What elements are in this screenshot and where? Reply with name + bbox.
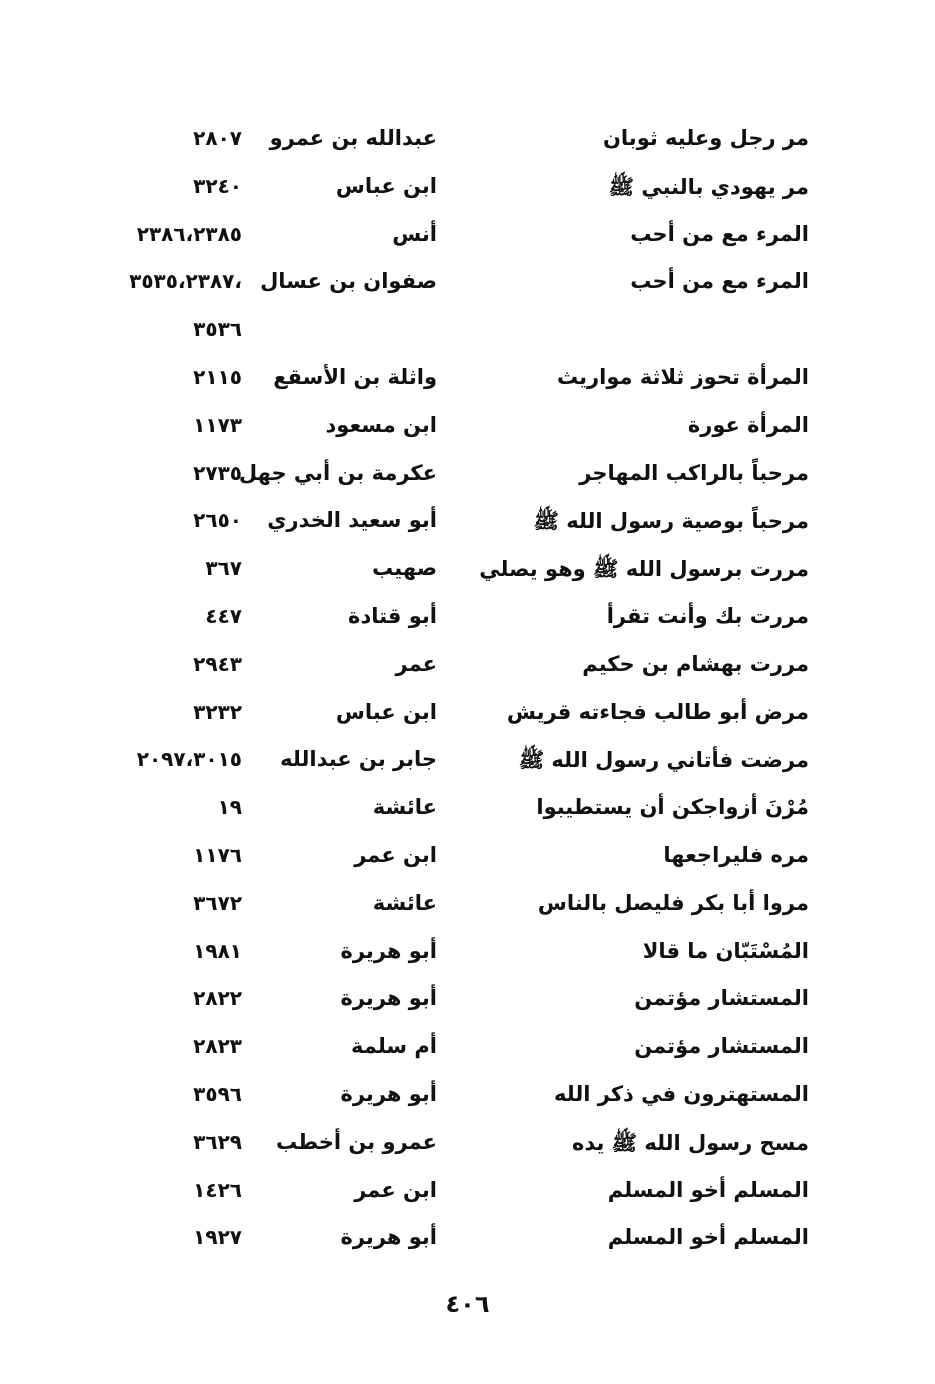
index-row (0, 504, 935, 552)
hadith-text: مرض أبو طالب فجاءته قريش (506, 699, 809, 724)
narrator-name: ابن مسعود (325, 412, 437, 437)
hadith-text: المستهترون في ذكر الله (554, 1081, 809, 1106)
index-row (0, 457, 935, 505)
narrator-name: عكرمة بن أبي جهل (238, 460, 437, 485)
index-row (0, 743, 935, 791)
hadith-numbers: ١٤٢٦ (193, 1177, 242, 1202)
hadith-text: المستشار مؤتمن (634, 986, 809, 1011)
narrator-name: أبو سعيد الخدري (267, 508, 437, 533)
narrator-name: ابن عباس (335, 699, 437, 724)
hadith-text: مر يهودي بالنبي ﷺ (608, 174, 809, 199)
narrator-name: ابن عمر (354, 1177, 437, 1202)
hadith-numbers: ٣٢٤٠ (193, 173, 242, 198)
hadith-text: المسلم أخو المسلم (607, 1177, 809, 1202)
index-row (0, 122, 935, 170)
hadith-numbers: ١٩٢٧ (193, 1225, 242, 1250)
hadith-numbers: ٢٨٢٢ (193, 986, 242, 1011)
hadith-numbers: ١١٧٣ (193, 412, 242, 437)
hadith-text: المرء مع من أحب (630, 221, 809, 246)
hadith-text: مرحباً بالراكب المهاجر (579, 460, 809, 485)
hadith-numbers: ٣٦٧٢ (193, 890, 242, 915)
hadith-text: مروا أبا بكر فليصل بالناس (537, 890, 809, 915)
hadith-numbers: ٣٦٧ (205, 556, 242, 581)
hadith-numbers: ٤٤٧ (205, 603, 242, 628)
hadith-numbers: ١٩٨١ (193, 938, 242, 963)
narrator-name: عائشة (372, 795, 437, 820)
narrator-name: صفوان بن عسال (260, 269, 437, 294)
index-row (0, 600, 935, 648)
narrator-name: ابن عباس (335, 173, 437, 198)
hadith-text: المسلم أخو المسلم (607, 1225, 809, 1250)
hadith-numbers: ٣٥٣٥،٢٣٨٧، (129, 269, 242, 294)
narrator-name: عمر (395, 651, 437, 676)
index-row (0, 1078, 935, 1126)
hadith-numbers: ٢٨٢٣ (193, 1034, 242, 1059)
index-row (0, 361, 935, 409)
narrator-name: عمرو بن أخطب (276, 1129, 437, 1154)
index-row (0, 218, 935, 266)
hadith-text: المرء مع من أحب (630, 269, 809, 294)
narrator-name: أم سلمة (351, 1034, 437, 1059)
hadith-numbers: ٣٦٢٩ (193, 1129, 242, 1154)
hadith-numbers: ١٩ (217, 795, 242, 820)
narrator-name: أبو هريرة (340, 1081, 437, 1106)
hadith-text: مرحباً بوصية رسول الله ﷺ (533, 509, 809, 534)
hadith-numbers: ٢٣٨٦،٢٣٨٥ (136, 221, 242, 246)
index-row (0, 170, 935, 218)
index-row (0, 648, 935, 696)
hadith-numbers: ١١٧٦ (193, 842, 242, 867)
narrator-name: عبدالله بن عمرو (269, 126, 437, 150)
index-row (0, 935, 935, 983)
hadith-numbers: ٢٧٣٥ (193, 460, 242, 485)
index-row (0, 982, 935, 1030)
index-row (0, 696, 935, 744)
hadith-numbers: ٣٥٣٦ (193, 317, 242, 342)
hadith-numbers: ٢٠٩٧،٣٠١٥ (136, 747, 242, 772)
hadith-text: المرأة عورة (687, 412, 809, 437)
index-row (0, 409, 935, 457)
index-row (0, 1174, 935, 1222)
index-row (0, 1030, 935, 1078)
hadith-text: مُرْنَ أزواجكن أن يستطيبوا (536, 795, 809, 820)
hadith-numbers: ٢١١٥ (193, 364, 242, 389)
narrator-name: أنس (392, 221, 437, 246)
narrator-name: ابن عمر (354, 842, 437, 867)
hadith-text: مسح رسول الله ﷺ يده (571, 1130, 809, 1155)
hadith-text: مر رجل وعليه ثوبان (603, 126, 809, 150)
index-row (0, 265, 935, 313)
page-number: ٤٠٦ (445, 1290, 490, 1318)
hadith-text: المستشار مؤتمن (634, 1034, 809, 1059)
index-row-continuation (0, 313, 935, 361)
hadith-numbers: ٢٦٥٠ (193, 508, 242, 533)
hadith-text: مره فليراجعها (663, 842, 809, 867)
narrator-name: عائشة (372, 890, 437, 915)
index-row (0, 1221, 935, 1269)
narrator-name: واثلة بن الأسقع (273, 364, 437, 389)
narrator-name: أبو هريرة (340, 986, 437, 1011)
hadith-numbers: ٢٨٠٧ (193, 126, 242, 150)
narrator-name: أبو هريرة (340, 1225, 437, 1250)
narrator-name: جابر بن عبدالله (280, 747, 437, 772)
narrator-name: صهيب (372, 556, 437, 581)
index-row (0, 791, 935, 839)
index-row (0, 887, 935, 935)
hadith-numbers: ٣٥٩٦ (193, 1081, 242, 1106)
hadith-text: المُسْتَبّان ما قالا (642, 938, 809, 963)
narrator-name: أبو قتادة (348, 603, 437, 628)
hadith-text: مررت برسول الله ﷺ وهو يصلي (479, 557, 809, 582)
index-row (0, 552, 935, 600)
index-row (0, 1126, 935, 1174)
hadith-numbers: ٣٢٣٢ (193, 699, 242, 724)
narrator-name: أبو هريرة (340, 938, 437, 963)
hadith-text: مررت بك وأنت تقرأ (606, 603, 809, 628)
hadith-text: مرضت فأتاني رسول الله ﷺ (518, 748, 809, 773)
hadith-numbers: ٢٩٤٣ (193, 651, 242, 676)
hadith-index-table (0, 122, 935, 1269)
hadith-text: المرأة تحوز ثلاثة مواريث (556, 364, 809, 389)
index-row (0, 839, 935, 887)
hadith-text: مررت بهشام بن حكيم (582, 651, 809, 676)
